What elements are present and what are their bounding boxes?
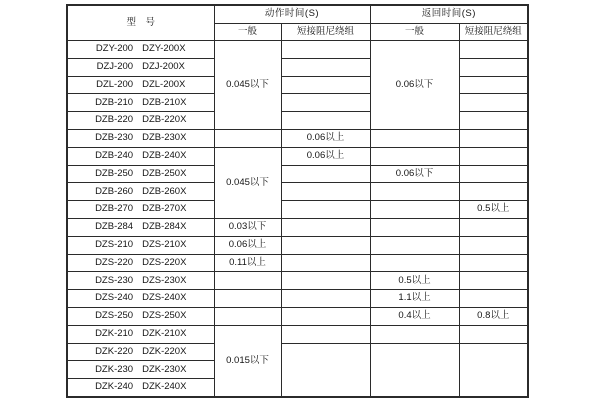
table-row xyxy=(67,165,528,183)
action-damping-cell xyxy=(281,201,370,219)
model-number-x-variant: DZB-210X xyxy=(142,96,187,108)
header-action-general: 一般 xyxy=(214,23,281,41)
action-damping-cell xyxy=(281,41,370,59)
model-cell xyxy=(67,129,214,147)
action-damping-cell xyxy=(281,94,370,112)
action-damping-cell xyxy=(281,290,370,308)
model-number: DZK-210 xyxy=(95,327,134,339)
model-number: DZS-250 xyxy=(95,310,134,322)
return-general-cell: 0.06以下 xyxy=(370,41,459,130)
model-number-x-variant: DZK-230X xyxy=(142,363,187,375)
model-number: DZS-220 xyxy=(95,256,134,268)
table-row xyxy=(67,343,528,361)
model-number: DZB-230 xyxy=(95,132,134,144)
action-general-cell xyxy=(214,129,281,147)
model-number-x-variant: DZY-200X xyxy=(142,43,186,55)
return-general-cell: 1.1以上 xyxy=(370,290,459,308)
action-general-cell: 0.015以下 xyxy=(214,325,281,397)
return-damping-cell xyxy=(459,343,528,397)
model-cell xyxy=(67,290,214,308)
return-general-cell xyxy=(370,147,459,165)
model-number-x-variant: DZB-270X xyxy=(142,203,187,215)
model-number-x-variant: DZJ-200X xyxy=(142,60,185,72)
model-number: DZK-240 xyxy=(95,381,134,393)
model-number: DZS-230 xyxy=(95,274,134,286)
action-general-cell: 0.045以下 xyxy=(214,147,281,218)
table-row xyxy=(67,183,528,201)
table-row xyxy=(67,290,528,308)
return-general-cell xyxy=(370,183,459,201)
table-row xyxy=(67,218,528,236)
model-number: DZY-200 xyxy=(95,43,134,55)
return-damping-cell xyxy=(459,165,528,183)
model-number-x-variant: DZK-240X xyxy=(142,381,187,393)
return-damping-cell xyxy=(459,112,528,130)
model-cell xyxy=(67,147,214,165)
model-number: DZB-210 xyxy=(95,96,134,108)
action-damping-cell xyxy=(281,236,370,254)
action-damping-cell xyxy=(281,218,370,236)
model-number-x-variant: DZK-210X xyxy=(142,327,187,339)
table-row xyxy=(67,58,528,76)
model-number-x-variant: DZS-230X xyxy=(142,274,187,286)
model-cell xyxy=(67,183,214,201)
table-row xyxy=(67,254,528,272)
model-number: DZB-220 xyxy=(95,114,134,126)
action-damping-cell xyxy=(281,112,370,130)
model-cell xyxy=(67,58,214,76)
return-general-cell: 0.4以上 xyxy=(370,307,459,325)
table-row xyxy=(67,129,528,147)
table-row xyxy=(67,147,528,165)
model-cell xyxy=(67,112,214,130)
action-damping-cell xyxy=(281,76,370,94)
return-damping-cell: 0.5以上 xyxy=(459,201,528,219)
model-number-x-variant: DZK-220X xyxy=(142,345,187,357)
return-general-cell xyxy=(370,343,459,397)
model-cell xyxy=(67,165,214,183)
return-general-cell xyxy=(370,129,459,147)
model-number: DZB-250 xyxy=(95,167,134,179)
return-damping-cell xyxy=(459,290,528,308)
table-row xyxy=(67,325,528,343)
model-number-x-variant: DZB-220X xyxy=(142,114,187,126)
model-cell xyxy=(67,307,214,325)
return-damping-cell: 0.8以上 xyxy=(459,307,528,325)
model-number: DZB-284 xyxy=(95,221,134,233)
model-number-x-variant: DZS-250X xyxy=(142,310,187,322)
action-general-cell: 0.03以下 xyxy=(214,218,281,236)
header-return-time: 返回时间(S) xyxy=(370,5,528,23)
return-damping-cell xyxy=(459,147,528,165)
action-general-cell xyxy=(214,290,281,308)
action-general-cell xyxy=(214,307,281,325)
model-number: DZB-270 xyxy=(95,203,134,215)
model-number: DZS-210 xyxy=(95,238,134,250)
model-number-x-variant: DZS-240X xyxy=(142,292,187,304)
action-general-cell: 0.045以下 xyxy=(214,41,281,130)
return-damping-cell xyxy=(459,183,528,201)
model-number: DZL-200 xyxy=(96,78,134,90)
model-number-x-variant: DZB-250X xyxy=(142,167,187,179)
return-damping-cell xyxy=(459,94,528,112)
header-return-damping-winding: 短接阻尼绕组 xyxy=(459,23,528,41)
model-number: DZB-240 xyxy=(95,149,134,161)
model-cell xyxy=(67,41,214,59)
model-cell xyxy=(67,361,214,379)
model-cell xyxy=(67,379,214,397)
action-general-cell xyxy=(214,272,281,290)
return-damping-cell xyxy=(459,325,528,343)
return-damping-cell xyxy=(459,236,528,254)
action-damping-cell xyxy=(281,325,370,343)
action-general-cell: 0.06以上 xyxy=(214,236,281,254)
return-general-cell xyxy=(370,254,459,272)
table-row xyxy=(67,236,528,254)
table-row xyxy=(67,94,528,112)
return-damping-cell xyxy=(459,129,528,147)
action-damping-cell xyxy=(281,254,370,272)
header-action-damping-winding: 短接阻尼绕组 xyxy=(281,23,370,41)
table-row xyxy=(67,112,528,130)
action-damping-cell xyxy=(281,307,370,325)
model-number-x-variant: DZB-284X xyxy=(142,221,187,233)
table-row xyxy=(67,76,528,94)
model-number: DZS-240 xyxy=(95,292,134,304)
relay-timing-table xyxy=(66,4,529,398)
model-number-x-variant: DZL-200X xyxy=(142,78,186,90)
model-cell xyxy=(67,254,214,272)
table-row xyxy=(67,41,528,59)
model-cell xyxy=(67,325,214,343)
table-row xyxy=(67,201,528,219)
return-damping-cell xyxy=(459,58,528,76)
action-damping-cell xyxy=(281,58,370,76)
return-general-cell xyxy=(370,236,459,254)
model-cell xyxy=(67,94,214,112)
model-number: DZK-230 xyxy=(95,363,134,375)
return-general-cell xyxy=(370,218,459,236)
header-row-groups xyxy=(67,5,528,23)
model-cell xyxy=(67,236,214,254)
model-number-x-variant: DZS-220X xyxy=(142,256,187,268)
return-damping-cell xyxy=(459,254,528,272)
header-return-general: 一般 xyxy=(370,23,459,41)
header-action-time: 动作时间(S) xyxy=(214,5,370,23)
return-damping-cell xyxy=(459,76,528,94)
action-damping-cell xyxy=(281,165,370,183)
action-general-cell: 0.11以上 xyxy=(214,254,281,272)
action-damping-cell: 0.06以上 xyxy=(281,147,370,165)
return-general-cell: 0.5以上 xyxy=(370,272,459,290)
table-row xyxy=(67,272,528,290)
action-damping-cell xyxy=(281,183,370,201)
model-number-x-variant: DZB-240X xyxy=(142,149,187,161)
return-general-cell xyxy=(370,201,459,219)
model-number: DZB-260 xyxy=(95,185,134,197)
action-damping-cell xyxy=(281,272,370,290)
model-cell xyxy=(67,76,214,94)
header-model: 型 号 xyxy=(67,5,214,41)
model-number-x-variant: DZB-230X xyxy=(142,132,187,144)
table-row xyxy=(67,307,528,325)
return-damping-cell xyxy=(459,218,528,236)
return-general-cell xyxy=(370,325,459,343)
model-number: DZK-220 xyxy=(95,345,134,357)
return-damping-cell xyxy=(459,272,528,290)
model-cell xyxy=(67,201,214,219)
action-damping-cell: 0.06以上 xyxy=(281,129,370,147)
action-damping-cell xyxy=(281,343,370,397)
return-general-cell: 0.06以下 xyxy=(370,165,459,183)
model-number: DZJ-200 xyxy=(96,60,134,72)
model-number-x-variant: DZS-210X xyxy=(142,238,187,250)
model-number-x-variant: DZB-260X xyxy=(142,185,187,197)
model-cell xyxy=(67,343,214,361)
return-damping-cell xyxy=(459,41,528,59)
model-cell xyxy=(67,218,214,236)
model-cell xyxy=(67,272,214,290)
